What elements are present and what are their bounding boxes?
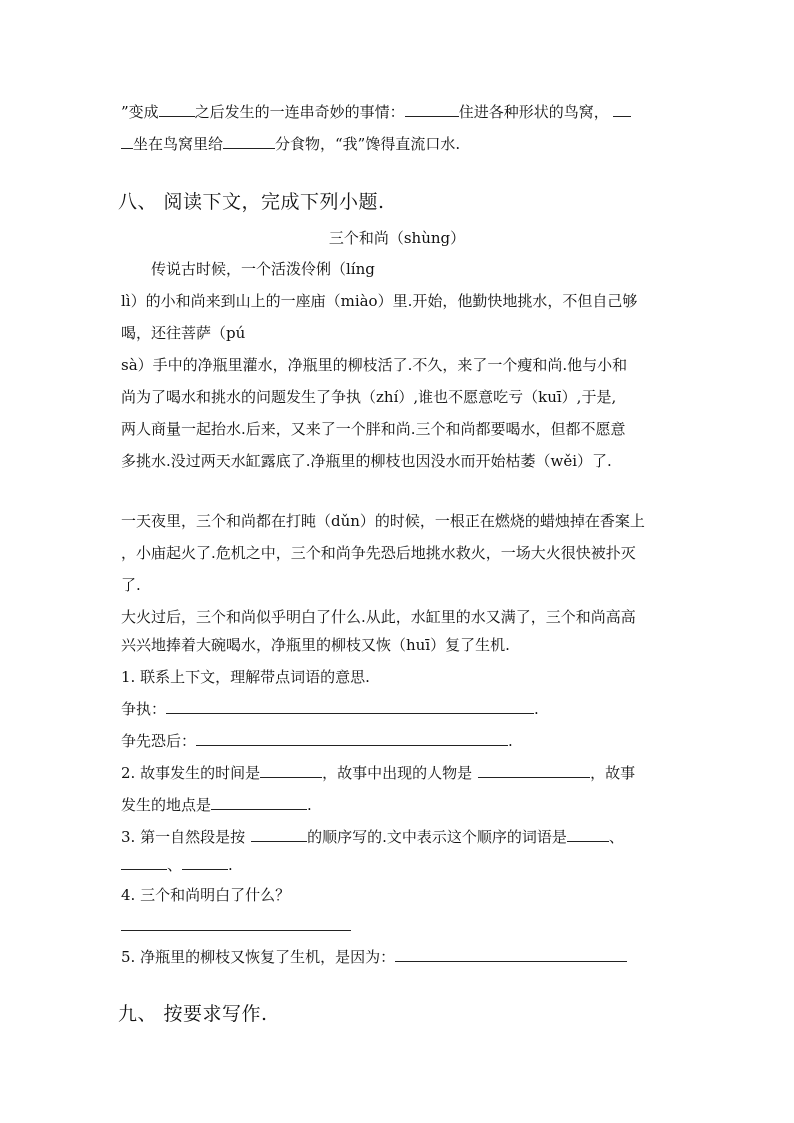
q1a-label: 争执： <box>121 700 167 718</box>
period: . <box>508 732 513 750</box>
question-1a <box>121 699 539 719</box>
intro-text: ”变成 <box>121 103 159 121</box>
answer-blank-q3-word3[interactable] <box>182 855 228 870</box>
question-2-cont <box>121 795 312 815</box>
period: . <box>534 700 539 718</box>
q3-text: 的顺序写的.文中表示这个顺序的词语是 <box>307 828 567 846</box>
q2-text: ，故事中出现的人物是 <box>322 764 473 782</box>
question-2 <box>121 763 635 783</box>
q2-text: 发生的地点是 <box>121 796 212 814</box>
comma: 、 <box>167 856 183 874</box>
question-1b <box>121 731 513 751</box>
answer-blank-q2-place[interactable] <box>211 795 307 810</box>
q2-text: 2. 故事发生的时间是 <box>121 764 261 782</box>
answer-blank-q2-time[interactable] <box>260 763 322 778</box>
blank-1 <box>159 102 195 117</box>
intro-line-2 <box>121 134 460 154</box>
intro-text: 分食物，“我”馋得直流口水. <box>275 135 461 153</box>
period: . <box>228 856 233 874</box>
q5-text: 5. 净瓶里的柳枝又恢复了生机，是因为： <box>121 948 396 966</box>
paragraph-line: 大火过后，三个和尚似乎明白了什么.从此，水缸里的水又满了，三个和尚高高 <box>121 608 636 626</box>
q3-text: 3. 第一自然段是按 <box>121 828 246 846</box>
paragraph-line: sà）手中的净瓶里灌水，净瓶里的柳枝活了.不久，来了一个瘦和尚.他与小和 <box>121 356 628 374</box>
intro-text: 之后发生的一连串奇妙的事情： <box>194 103 405 121</box>
section-9-heading: 九、 按要求写作. <box>118 1003 268 1025</box>
answer-blank-q3-order[interactable] <box>251 827 307 842</box>
paragraph-line: 两人商量一起抬水.后来，又来了一个胖和尚.三个和尚都要喝水，但都不愿意 <box>121 420 626 438</box>
question-3-cont <box>121 855 233 875</box>
answer-blank-q3-word1[interactable] <box>567 827 609 842</box>
paragraph-line: ，小庙起火了.危机之中，三个和尚争先恐后地挑水救火，一场大火很快被扑灭 <box>121 544 636 562</box>
intro-text: 坐在鸟窝里给 <box>133 135 224 153</box>
intro-line-1 <box>121 102 631 122</box>
answer-blank-q1a[interactable] <box>166 699 534 714</box>
intro-text: 住进各种形状的鸟窝， <box>458 103 609 121</box>
paragraph-line: 多挑水.没过两天水缸露底了.净瓶里的柳枝也因没水而开始枯萎（wěi）了. <box>121 452 612 470</box>
comma: 、 <box>608 828 624 846</box>
section-8-heading: 八、 阅读下文，完成下列小题. <box>118 191 385 213</box>
paragraph-line: 一天夜里，三个和尚都在打盹（dǔn）的时候，一根正在燃烧的蜡烛掉在香案上 <box>121 512 645 530</box>
paragraph-line: 尚为了喝水和挑水的问题发生了争执（zhí）,谁也不愿意吃亏（kuī）,于是, <box>121 388 617 406</box>
question-1: 1. 联系上下文，理解带点词语的意思. <box>121 668 370 686</box>
blank-2 <box>405 102 459 117</box>
paragraph-line: lì）的小和尚来到山上的一座庙（miào）里.开始，他勤快地挑水，不但自己够 <box>121 292 638 310</box>
story-title: 三个和尚（shùng） <box>328 229 466 247</box>
question-5 <box>121 947 627 967</box>
answer-blank-q3-word2[interactable] <box>121 855 167 870</box>
answer-blank-q1b[interactable] <box>196 731 508 746</box>
answer-blank-q2-people[interactable] <box>478 763 590 778</box>
paragraph-line: 兴兴地捧着大碗喝水，净瓶里的柳枝又恢（huī）复了生机. <box>121 636 510 654</box>
paragraph-line: 了. <box>121 576 141 594</box>
answer-blank-q5[interactable] <box>395 947 627 962</box>
q2-text: ，故事 <box>590 764 636 782</box>
question-4: 4. 三个和尚明白了什么？ <box>121 886 291 904</box>
q1b-label: 争先恐后： <box>121 732 197 750</box>
blank-3b <box>121 134 133 149</box>
blank-3 <box>613 102 631 117</box>
blank-4 <box>223 134 275 149</box>
period: . <box>307 796 312 814</box>
paragraph-line: 传说古时候，一个活泼伶俐（líng <box>151 260 375 278</box>
answer-line-q4[interactable] <box>121 930 351 931</box>
paragraph-line: 喝，还往菩萨（pú <box>121 324 246 342</box>
question-3 <box>121 827 624 847</box>
